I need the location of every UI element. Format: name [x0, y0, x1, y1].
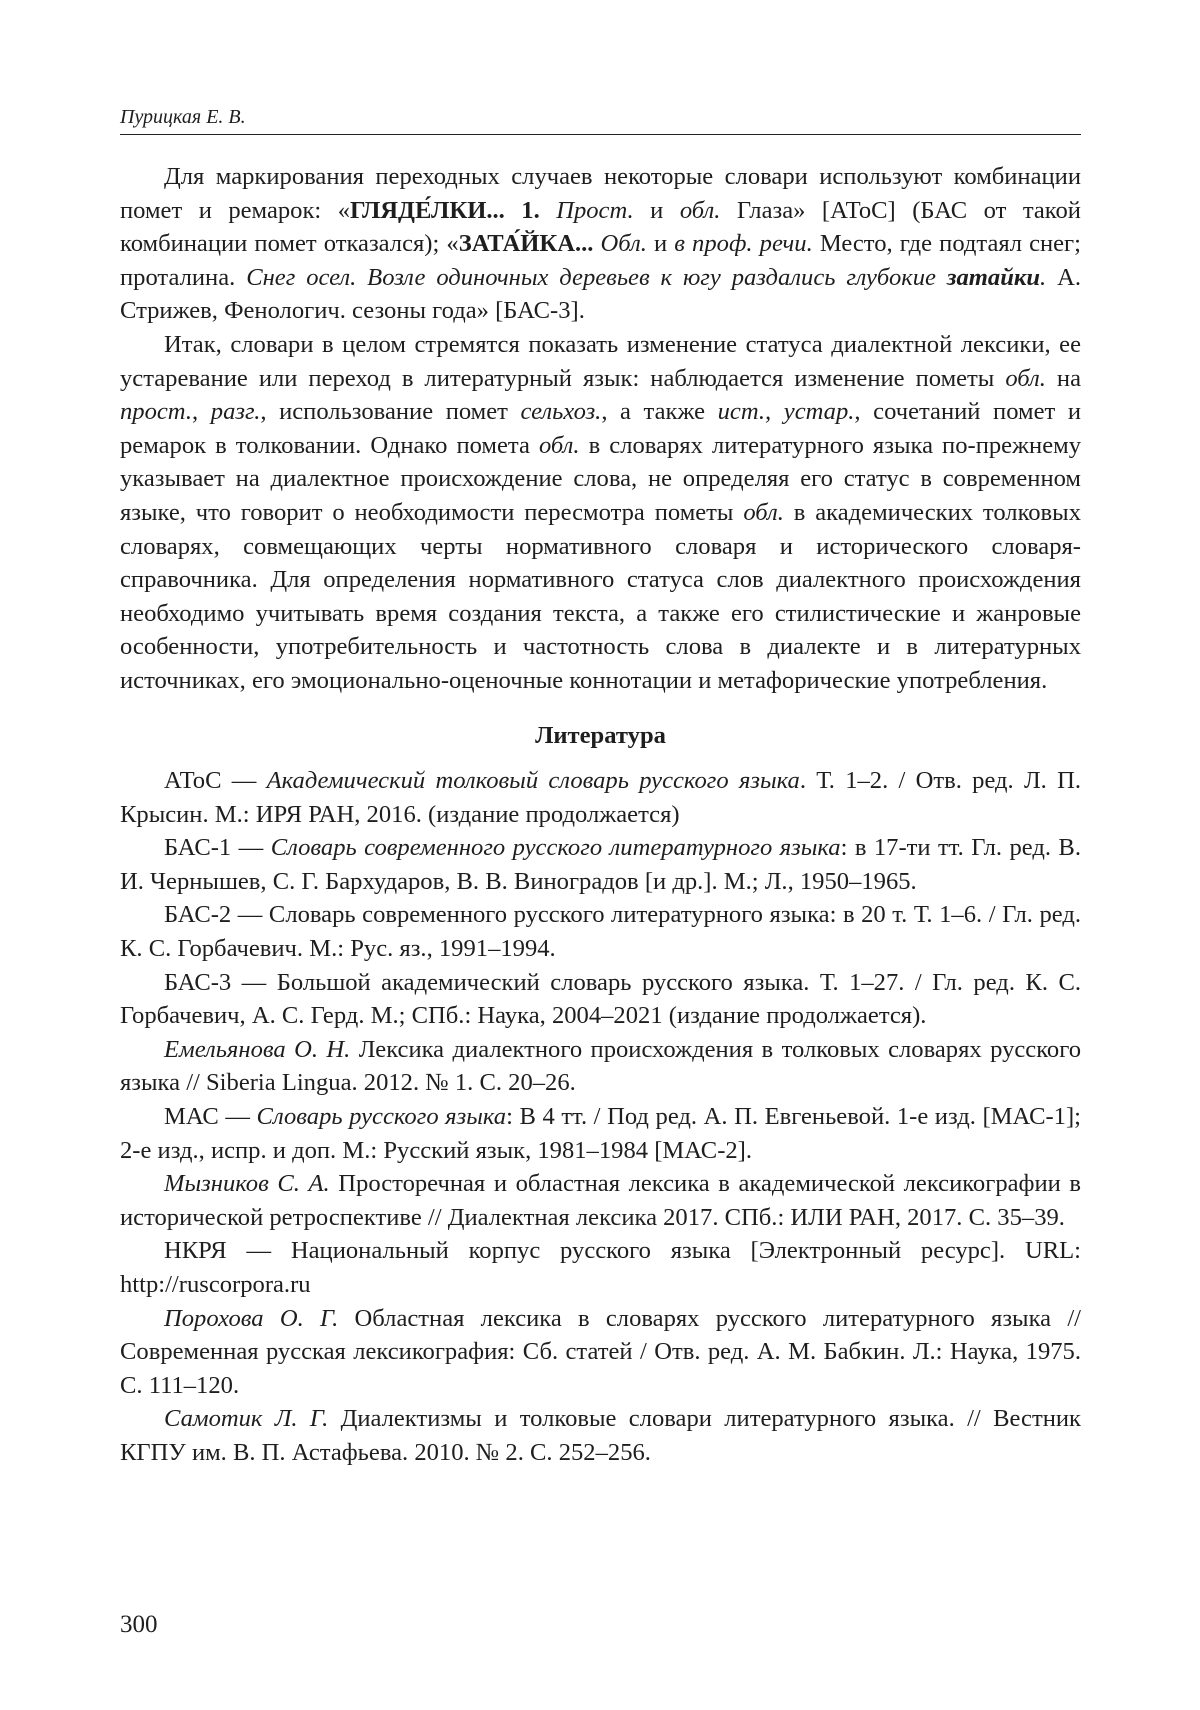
reference-details: . Т. 1–2. / Отв. ред. Л. П. Крысин. М.: ИРЯ РАН, 2016. (издание продолжается)	[120, 767, 1081, 828]
label-obl: обл.	[679, 196, 721, 224]
label-razg: разг.	[210, 398, 261, 426]
text-run: , использование помет	[260, 398, 521, 426]
reference-entry	[120, 1033, 1081, 1100]
label-prost: Прост.	[556, 196, 634, 224]
reference-lead: НКРЯ — Национальный корпус русского языка [Электронный ресурс]. URL: http://ruscorpora.ru	[120, 1237, 1081, 1298]
reference-lead: АТоС —	[164, 767, 267, 795]
reference-entry	[120, 966, 1081, 1033]
reference-entry	[120, 831, 1081, 898]
reference-list	[120, 764, 1081, 1469]
text-run: Место, где подтаял снег; проталина.	[120, 230, 1081, 291]
reference-title: Емельянова О. Н.	[164, 1035, 351, 1063]
label-obl: Обл.	[600, 230, 647, 258]
reference-lead: МАС —	[164, 1103, 257, 1131]
reference-entry	[120, 1402, 1081, 1469]
text-run: и	[633, 196, 680, 224]
reference-entry	[120, 1167, 1081, 1234]
label-obl: обл.	[538, 431, 580, 459]
reference-lead: БАС-3 — Большой академический словарь русского языка. Т. 1–27. / Гл. ред. К. С. Горбачевич, А. С. Герд. М.; СПб.: Наука, 2004–2021 (издание продолжается).	[120, 968, 1081, 1030]
reference-entry	[120, 1302, 1081, 1403]
reference-entry	[120, 1234, 1081, 1301]
example-headword: затайки	[946, 263, 1041, 291]
running-head: Пурицкая Е. В.	[120, 106, 246, 128]
text-run: Для маркирования переходных случаев некоторые словари используют комбинации помет и ремарок: «	[120, 163, 1081, 224]
text-run: в академических толковых словарях, совмещающих черты нормативного словаря и исторического словаря-справочника. Для определения нормативного статуса слов диалектного происхождения необходимо учитывать время создания текста, а также его стилистические и жанровые особенности, употребительность и частотность слова в диалекте и в литературных источниках, его эмоционально-оценочные коннотации и метафорические употребления.	[120, 498, 1081, 694]
reference-title: Академический толковый словарь русского языка	[266, 767, 800, 795]
text-run	[540, 197, 556, 224]
page-number: 300	[120, 1611, 158, 1638]
references-heading: Литература	[535, 721, 666, 749]
reference-entry	[120, 898, 1081, 965]
body-text	[120, 160, 1081, 1470]
text-run: ,	[192, 398, 211, 426]
text-run: , сочетаний помет и ремарок в толковании. Однако помета	[120, 398, 1081, 459]
reference-title: Самотик Л. Г.	[164, 1405, 329, 1433]
reference-lead: БАС-2 — Словарь современного русского литературного языка: в 20 т. Т. 1–6. / Гл. ред. К. С. Горбачевич. М.: Рус. яз., 1991–1994.	[120, 901, 1081, 963]
text-run: Итак, словари в целом стремятся показать изменение статуса диалектной лексики, ее устаревание или переход в литературный язык: наблюдается изменение пометы	[120, 330, 1081, 392]
reference-entry	[120, 764, 1081, 831]
reference-entry	[120, 1100, 1081, 1167]
text-run: .	[1040, 263, 1047, 291]
reference-details: Просторечная и областная лексика в академической лексикографии в исторической ретроспективе // Диалектная лексика 2017. СПб.: ИЛИ РАН, 2017. С. 35–39.	[120, 1170, 1081, 1231]
text-run: А. Стрижев, Фенологич. сезоны года» [БАС-3].	[120, 263, 1082, 325]
reference-details: Областная лексика в словарях русского литературного языка // Современная русская лексикография: Сб. статей / Отв. ред. А. М. Бабкин. Л.: Наука, 1975. С. 111–120.	[120, 1304, 1081, 1399]
reference-title: Порохова О. Г.	[164, 1304, 339, 1332]
label-ist-ustar: ист., устар.	[717, 398, 855, 426]
reference-details: : в 17-ти тт. Гл. ред. В. И. Чернышев, С. Г. Бархударов, В. В. Виноградов [и др.]. М.; Л., 1950–1965.	[120, 834, 1081, 895]
label-obl: обл.	[1005, 364, 1046, 392]
label-prof: в проф. речи.	[674, 230, 813, 258]
paragraph-2	[120, 328, 1081, 698]
paragraph-1	[120, 160, 1081, 328]
text-run: , а также	[601, 398, 718, 426]
label-obl: обл.	[743, 498, 784, 526]
reference-lead: БАС-1 —	[164, 834, 271, 862]
label-prost: прост.	[120, 398, 193, 426]
reference-title: Мызников С. А.	[164, 1170, 330, 1198]
label-selhoz: сельхоз.	[520, 398, 602, 426]
reference-details: Лексика диалектного происхождения в толковых словарях русского языка // Siberia Lingua. 2012. № 1. С. 20–26.	[120, 1035, 1081, 1097]
reference-details: Диалектизмы и толковые словари литературного языка. // Вестник КГПУ им. В. П. Астафьева. 2010. № 2. С. 252–256.	[120, 1405, 1081, 1466]
text-run: и	[646, 230, 675, 258]
headword-zatayka: ЗАТА́ЙКА...	[458, 230, 594, 258]
header-rule	[120, 134, 1081, 135]
text-run: в словарях литературного языка по-прежнему указывает на диалектное происхождение слова, не определяя его статус в современном языке, что говорит о необходимости пересмотра пометы	[120, 431, 1081, 526]
reference-details: : В 4 тт. / Под ред. А. П. Евгеньевой. 1-е изд. [МАС-1]; 2-е изд., испр. и доп. М.: Русский язык, 1981–1984 [МАС-2].	[120, 1103, 1081, 1164]
reference-title: Словарь русского языка	[256, 1103, 507, 1131]
reference-title: Словарь современного русского литературного языка	[270, 834, 841, 862]
text-run: на	[1045, 364, 1082, 392]
text-run: Глаза» [АТоС] (БАС от такой комбинации помет отказался); «	[120, 196, 1081, 258]
example-quote: Снег осел. Возле одиночных деревьев к югу раздались глубокие	[246, 263, 947, 291]
text-run	[593, 230, 600, 257]
headword-glyadelki: ГЛЯДЕ́ЛКИ... 1.	[350, 196, 540, 224]
